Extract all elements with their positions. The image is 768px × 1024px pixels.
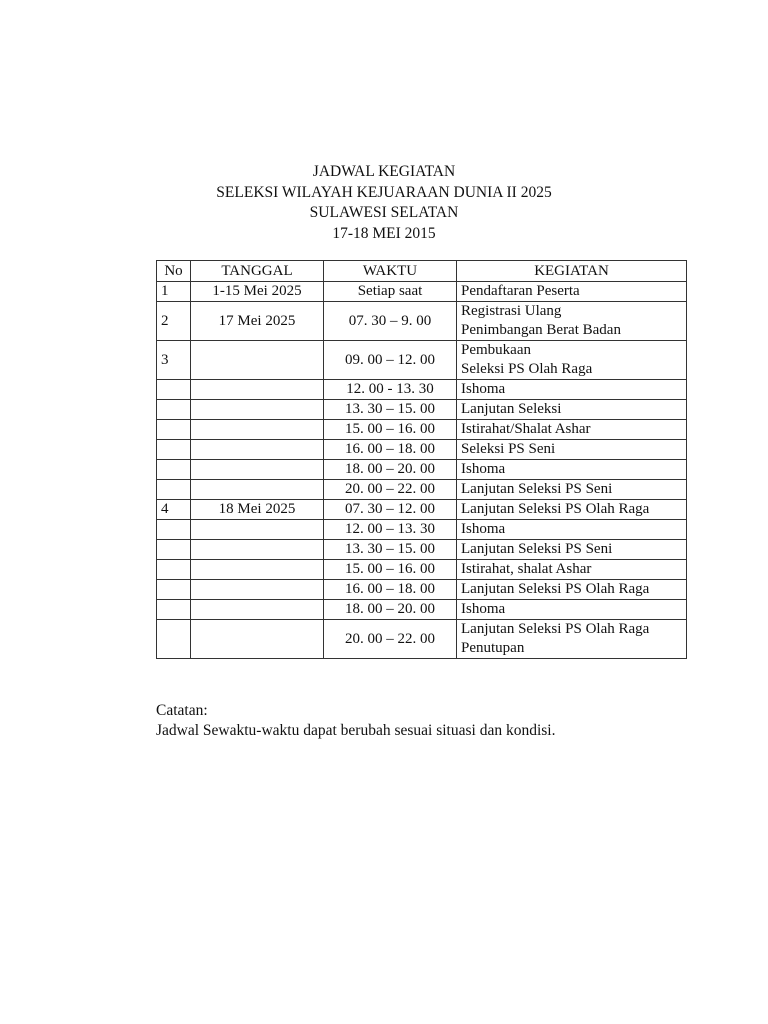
cell-no: 3 bbox=[157, 341, 191, 380]
cell-kegiatan bbox=[457, 480, 687, 500]
kegiatan-line-1: Pendaftaran Peserta bbox=[461, 283, 580, 299]
cell-no bbox=[157, 380, 191, 400]
kegiatan-line-2: Penimbangan Berat Badan bbox=[461, 322, 621, 338]
kegiatan-line-1: Registrasi Ulang bbox=[461, 303, 562, 319]
kegiatan-line-1: Lanjutan Seleksi PS Seni bbox=[461, 481, 613, 497]
cell-waktu: Setiap saat bbox=[324, 282, 457, 302]
cell-kegiatan bbox=[457, 420, 687, 440]
cell-no: 1 bbox=[157, 282, 191, 302]
title-line-1: JADWAL KEGIATAN bbox=[312, 163, 456, 180]
cell-no bbox=[157, 520, 191, 540]
schedule-body bbox=[157, 282, 687, 659]
cell-no bbox=[157, 600, 191, 620]
cell-kegiatan bbox=[457, 282, 687, 302]
cell-no bbox=[157, 400, 191, 420]
cell-kegiatan bbox=[457, 520, 687, 540]
cell-no bbox=[157, 440, 191, 460]
cell-waktu: 15. 00 – 16. 00 bbox=[324, 560, 457, 580]
cell-waktu: 20. 00 – 22. 00 bbox=[324, 480, 457, 500]
cell-kegiatan bbox=[457, 600, 687, 620]
header-no: No bbox=[157, 261, 191, 282]
cell-waktu: 18. 00 – 20. 00 bbox=[324, 600, 457, 620]
kegiatan-line-1: Lanjutan Seleksi PS Seni bbox=[461, 541, 613, 557]
cell-kegiatan bbox=[457, 500, 687, 520]
cell-no: 2 bbox=[157, 302, 191, 341]
cell-kegiatan bbox=[457, 620, 687, 659]
cell-tanggal bbox=[191, 480, 324, 500]
table-row bbox=[157, 460, 687, 480]
header-waktu: WAKTU bbox=[324, 261, 457, 282]
table-row bbox=[157, 302, 687, 341]
table-row bbox=[157, 560, 687, 580]
cell-waktu: 07. 30 – 12. 00 bbox=[324, 500, 457, 520]
notes-label: Catatan: bbox=[156, 702, 208, 719]
cell-tanggal bbox=[191, 620, 324, 659]
cell-tanggal bbox=[191, 520, 324, 540]
cell-kegiatan bbox=[457, 302, 687, 341]
cell-waktu: 16. 00 – 18. 00 bbox=[324, 580, 457, 600]
cell-waktu: 07. 30 – 9. 00 bbox=[324, 302, 457, 341]
cell-tanggal bbox=[191, 341, 324, 380]
cell-tanggal bbox=[191, 380, 324, 400]
kegiatan-line-1: Istirahat/Shalat Ashar bbox=[461, 421, 591, 437]
cell-kegiatan bbox=[457, 560, 687, 580]
kegiatan-line-1: Ishoma bbox=[461, 521, 506, 537]
table-row bbox=[157, 620, 687, 659]
cell-no bbox=[157, 540, 191, 560]
header-tanggal: TANGGAL bbox=[191, 261, 324, 282]
table-row bbox=[157, 420, 687, 440]
table-row bbox=[157, 282, 687, 302]
notes-section bbox=[156, 701, 555, 741]
kegiatan-line-2: Seleksi PS Olah Raga bbox=[461, 361, 593, 377]
cell-tanggal: 18 Mei 2025 bbox=[191, 500, 324, 520]
cell-waktu: 20. 00 – 22. 00 bbox=[324, 620, 457, 659]
table-row bbox=[157, 580, 687, 600]
cell-kegiatan bbox=[457, 400, 687, 420]
cell-waktu: 18. 00 – 20. 00 bbox=[324, 460, 457, 480]
cell-no bbox=[157, 460, 191, 480]
cell-tanggal: 1-15 Mei 2025 bbox=[191, 282, 324, 302]
notes-text: Jadwal Sewaktu-waktu dapat berubah sesuai situasi dan kondisi. bbox=[156, 722, 556, 739]
table-row bbox=[157, 440, 687, 460]
cell-tanggal bbox=[191, 440, 324, 460]
cell-tanggal: 17 Mei 2025 bbox=[191, 302, 324, 341]
cell-waktu: 16. 00 – 18. 00 bbox=[324, 440, 457, 460]
cell-kegiatan bbox=[457, 341, 687, 380]
cell-no bbox=[157, 580, 191, 600]
kegiatan-line-1: Seleksi PS Seni bbox=[461, 441, 556, 457]
table-row bbox=[157, 380, 687, 400]
cell-kegiatan bbox=[457, 380, 687, 400]
title-line-4: 17-18 MEI 2015 bbox=[332, 224, 436, 242]
cell-waktu: 13. 30 – 15. 00 bbox=[324, 400, 457, 420]
kegiatan-line-1: Ishoma bbox=[461, 381, 506, 397]
kegiatan-line-1: Ishoma bbox=[461, 601, 506, 617]
table-row bbox=[157, 600, 687, 620]
cell-waktu: 13. 30 – 15. 00 bbox=[324, 540, 457, 560]
table-header-row bbox=[157, 261, 687, 282]
header-kegiatan: KEGIATAN bbox=[457, 261, 687, 282]
table-row bbox=[157, 500, 687, 520]
cell-tanggal bbox=[191, 600, 324, 620]
cell-no: 4 bbox=[157, 500, 191, 520]
cell-no bbox=[157, 620, 191, 659]
table-row bbox=[157, 480, 687, 500]
cell-tanggal bbox=[191, 460, 324, 480]
document-title bbox=[0, 162, 768, 244]
kegiatan-line-1: Istirahat, shalat Ashar bbox=[461, 561, 592, 577]
table-row bbox=[157, 540, 687, 560]
cell-waktu: 09. 00 – 12. 00 bbox=[324, 341, 457, 380]
kegiatan-line-1: Pembukaan bbox=[461, 342, 531, 358]
kegiatan-line-1: Ishoma bbox=[461, 461, 506, 477]
kegiatan-line-1: Lanjutan Seleksi bbox=[461, 401, 562, 417]
table-row bbox=[157, 520, 687, 540]
kegiatan-line-2: Penutupan bbox=[461, 640, 525, 656]
table-row bbox=[157, 341, 687, 380]
cell-no bbox=[157, 480, 191, 500]
cell-tanggal bbox=[191, 420, 324, 440]
cell-kegiatan bbox=[457, 580, 687, 600]
cell-tanggal bbox=[191, 560, 324, 580]
cell-tanggal bbox=[191, 400, 324, 420]
cell-waktu: 12. 00 – 13. 30 bbox=[324, 520, 457, 540]
title-line-2: SELEKSI WILAYAH KEJUARAAN DUNIA II 2025 bbox=[216, 183, 552, 201]
cell-kegiatan bbox=[457, 460, 687, 480]
cell-tanggal bbox=[191, 580, 324, 600]
schedule-table bbox=[156, 260, 687, 659]
cell-kegiatan bbox=[457, 540, 687, 560]
cell-waktu: 12. 00 - 13. 30 bbox=[324, 380, 457, 400]
kegiatan-line-1: Lanjutan Seleksi PS Olah Raga bbox=[461, 501, 650, 517]
table-row bbox=[157, 400, 687, 420]
cell-waktu: 15. 00 – 16. 00 bbox=[324, 420, 457, 440]
cell-no bbox=[157, 420, 191, 440]
kegiatan-line-1: Lanjutan Seleksi PS Olah Raga bbox=[461, 581, 650, 597]
kegiatan-line-1: Lanjutan Seleksi PS Olah Raga bbox=[461, 621, 650, 637]
cell-tanggal bbox=[191, 540, 324, 560]
title-line-3: SULAWESI SELATAN bbox=[309, 204, 459, 221]
cell-kegiatan bbox=[457, 440, 687, 460]
cell-no bbox=[157, 560, 191, 580]
